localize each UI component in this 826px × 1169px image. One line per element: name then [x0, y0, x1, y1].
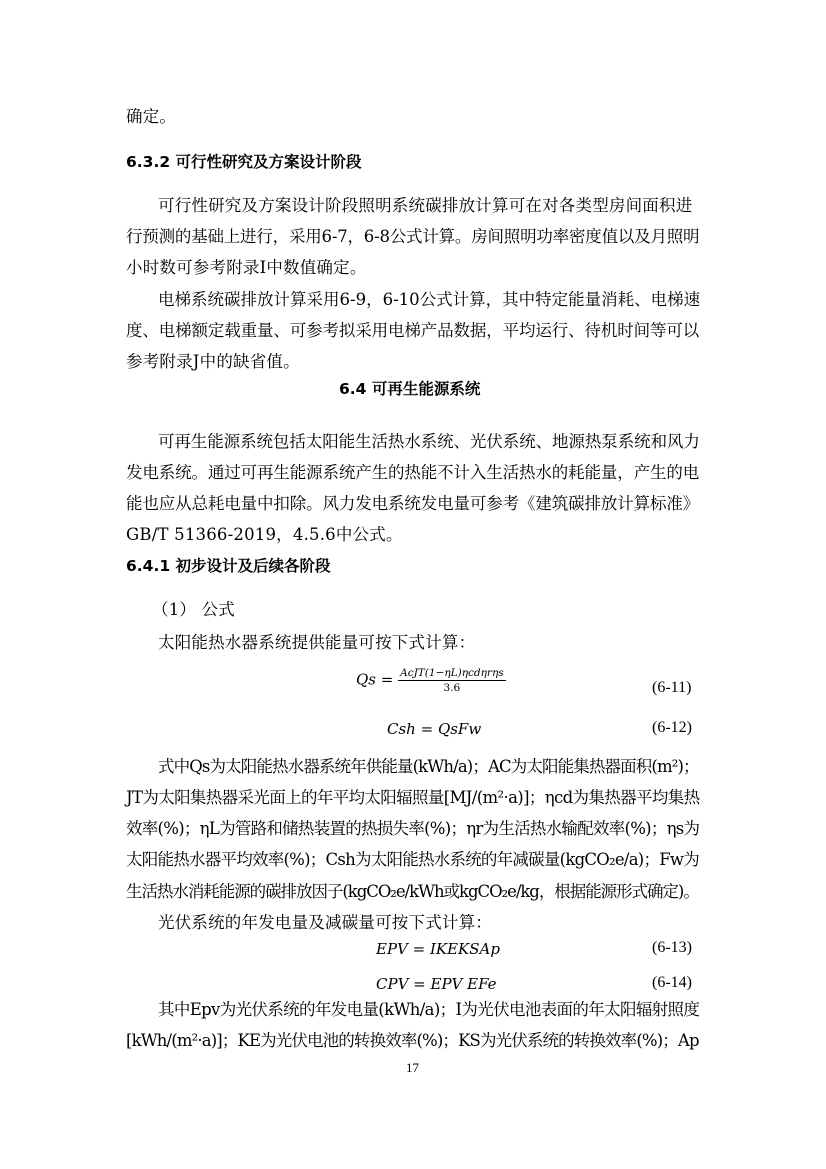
section-heading-6-4-1: 6.4.1 初步设计及后续各阶段	[126, 557, 331, 575]
equation-number: (6-11)	[652, 679, 692, 696]
equation-number: (6-13)	[652, 939, 692, 956]
paragraph-line: 生活热水消耗能源的碳排放因子(kgCO₂e/kWh或kgCO₂e/kg，根据能源形式确定)。	[126, 882, 699, 901]
paragraph-line: 可行性研究及方案设计阶段照明系统碳排放计算可在对各类型房间面积进	[158, 196, 693, 215]
equation-number: (6-14)	[652, 974, 692, 991]
paragraph-line: [kWh/(m²·a)]；KE为光伏电池的转换效率(%)；KS为光伏系统的转换效率(%)；Ap	[126, 1031, 699, 1050]
section-heading-6-3-2: 6.3.2 可行性研究及方案设计阶段	[126, 153, 362, 171]
formula-6-11	[356, 667, 506, 694]
equation-number: (6-12)	[652, 719, 692, 736]
paragraph-line: 太阳能热水器平均效率(%)；Csh为太阳能热水系统的年减碳量(kgCO₂e/a)；Fw为	[126, 850, 700, 869]
formula-6-13: EPV = IKEKSAp	[376, 940, 500, 958]
formula-6-12: Csh = QsFw	[387, 720, 482, 738]
paragraph-line: 小时数可参考附录I中数值确定。	[126, 258, 367, 277]
paragraph-line: 效率(%)；ηL为管路和储热装置的热损失率(%)；ηr为生活热水输配效率(%)；ηs为	[126, 819, 700, 838]
paragraph-line: 可再生能源系统包括太阳能生活热水系统、光伏系统、地源热泵系统和风力	[158, 432, 700, 451]
paragraph-line: 确定。	[126, 107, 177, 126]
paragraph-line: 光伏系统的年发电量及减碳量可按下式计算：	[158, 913, 492, 932]
paragraph-line: JT为太阳集热器采光面上的年平均太阳辐照量[MJ/(m²·a)]；ηcd为集热器平均集热	[126, 788, 700, 807]
formula-6-14: CPV = EPV EFe	[376, 975, 497, 993]
paragraph-line: 参考附录J中的缺省值。	[126, 352, 300, 371]
paragraph-line: 发电系统。通过可再生能源系统产生的热能不计入生活热水的耗能量，产生的电	[126, 463, 700, 482]
paragraph-line: GB/T 51366-2019，4.5.6中公式。	[126, 525, 403, 544]
paragraph-line: 能也应从总耗电量中扣除。风力发电系统发电量可参考《建筑碳排放计算标准》	[126, 494, 700, 513]
paragraph-line: 式中Qs为太阳能热水器系统年供能量(kWh/a)；AC为太阳能集热器面积(m²)；	[158, 757, 699, 776]
section-heading-6-4: 6.4 可再生能源系统	[339, 380, 481, 398]
formula-lhs: Qs =	[356, 670, 394, 689]
paragraph-line: 度、电梯额定载重量、可参考拟采用电梯产品数据，平均运行、待机时间等可以	[126, 321, 700, 340]
list-label: （1） 公式	[152, 600, 235, 619]
formula-numerator: AcJT(1−ηL)ηcdηrηs	[400, 667, 504, 679]
paragraph-line: 行预测的基础上进行，采用6-7，6-8公式计算。房间照明功率密度值以及月照明	[126, 227, 700, 246]
paragraph-line: 其中Epv为光伏系统的年发电量(kWh/a)；I为光伏电池表面的年太阳辐射照度	[158, 1000, 700, 1019]
page-number: 17	[406, 1060, 419, 1075]
formula-denominator: 3.6	[443, 682, 461, 694]
paragraph-line: 太阳能热水器系统提供能量可按下式计算：	[158, 633, 476, 652]
formula-fraction	[398, 667, 506, 694]
paragraph-line: 电梯系统碳排放计算采用6-9，6-10公式计算，其中特定能量消耗、电梯速	[158, 290, 701, 309]
